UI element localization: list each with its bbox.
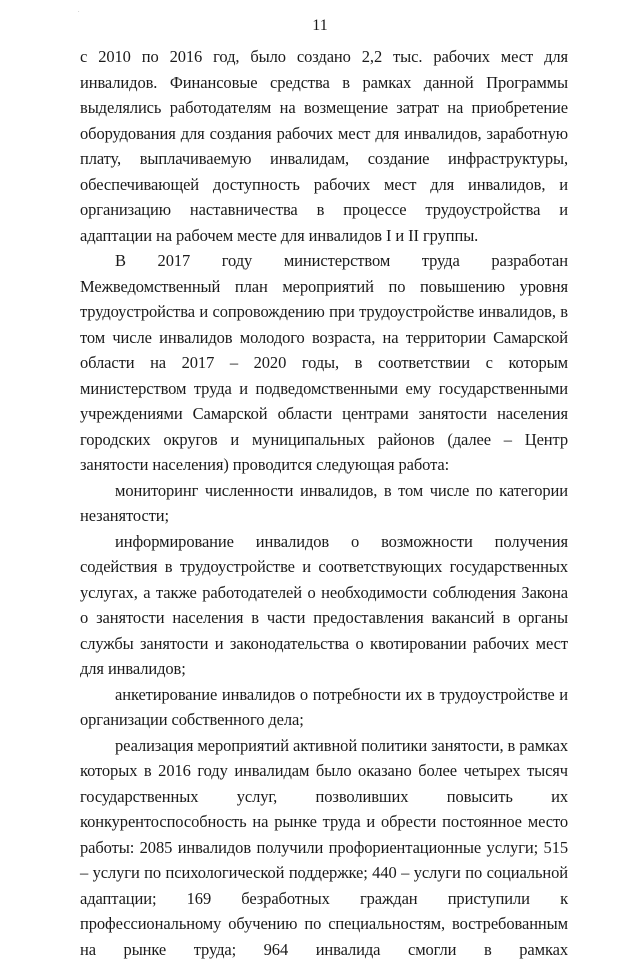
scan-artifact-mark: . xyxy=(78,8,80,14)
paragraph-interagency-plan: В 2017 году министерством труда разработан Межведомственный план мероприятий по повышению уровня трудоустройства и сопровождению при трудоустройстве инвалидов, в том числе инвалидов молодого возраста, на территории Самарской области на 2017 – 2020 годы, в соответствии с которым министерством труда и подведомственными ему государственными учреждениями Самарской области центрами занятости населения городских округов и муниципальных районов (далее – Центр занятости населения) проводится следующая работа: xyxy=(80,248,568,478)
paragraph-active-employment-policy: реализация мероприятий активной политики занятости, в рамках которых в 2016 году инвалидам было оказано более четырех тысяч государственных услуг, позволивших повысить их конкурентоспособность на рынке труда и обрести постоянное место работы: 2085 инвалидов получили профориентационные услуги; 515 – услуги по психологической поддержке; 440 – услуги по социальной адаптации; 169 безработных граждан приступили к профессиональному обучению по специальностям, востребованным на рынке труда; 964 инвалида смогли в рамках xyxy=(80,733,568,962)
paragraph-programme-continuation: с 2010 по 2016 год, было создано 2,2 тыс. рабочих мест для инвалидов. Финансовые средства в рамках данной Программы выделялись работодателям на возмещение затрат на приобретение оборудования для создания рабочих мест для инвалидов, заработную плату, выплачиваемую инвалидам, создание инфраструктуры, обеспечивающей доступность рабочих мест для инвалидов, и организацию наставничества в процессе трудоустройства и адаптации на рабочем месте для инвалидов I и II группы. xyxy=(80,44,568,248)
paragraph-informing: информирование инвалидов о возможности получения содействия в трудоустройстве и соответствующих государственных услугах, а также работодателей о необходимости соблюдения Закона о занятости населения в части предоставления вакансий в органы службы занятости и законодательства о квотировании рабочих мест для инвалидов; xyxy=(80,529,568,682)
page-number: 11 xyxy=(0,16,640,36)
paragraph-survey: анкетирование инвалидов о потребности их в трудоустройстве и организации собственного дела; xyxy=(80,682,568,733)
paragraph-monitoring: мониторинг численности инвалидов, в том числе по категории незанятости; xyxy=(80,478,568,529)
document-body xyxy=(80,44,568,962)
